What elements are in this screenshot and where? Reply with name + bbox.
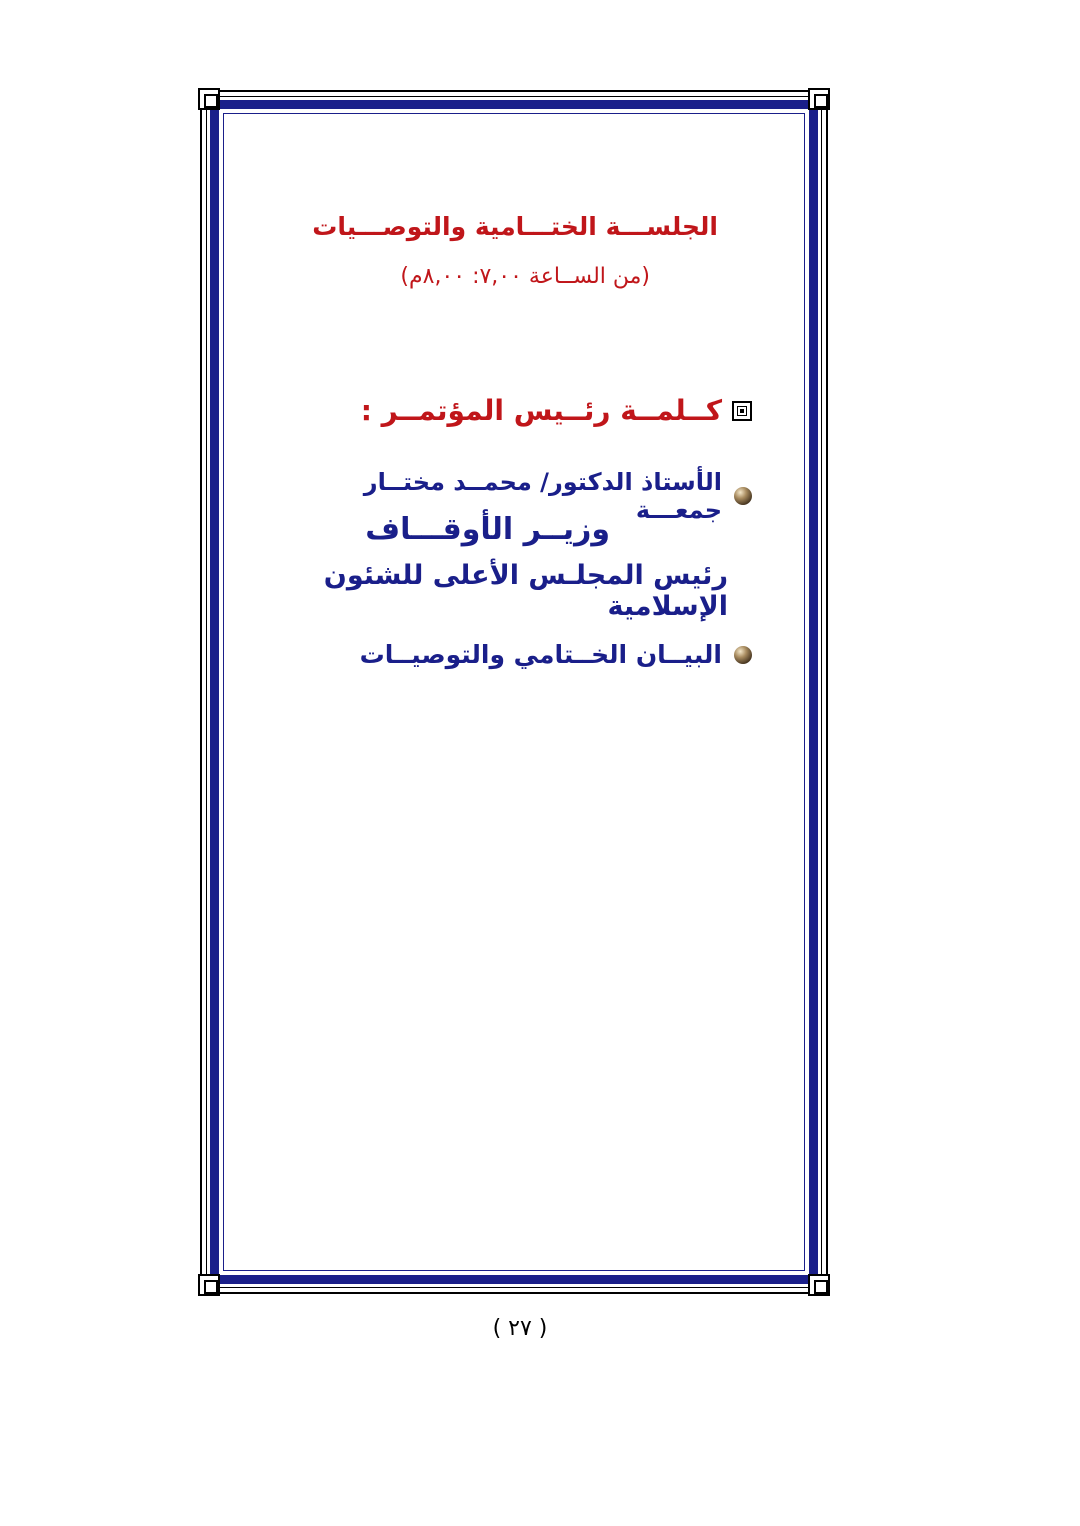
bullet-ball-icon	[734, 487, 752, 505]
bullet-ball-icon	[734, 646, 752, 664]
session-title: الجلســـة الختـــامية والتوصـــيات	[312, 212, 718, 241]
speaker-role-council: رئيس المجلـس الأعلى للشئون الإسلامية	[323, 560, 728, 622]
speech-heading: كــلمــة رئــيس المؤتمــر :	[360, 394, 722, 427]
corner-ornament-bottom-left	[198, 1274, 220, 1296]
page-number: ( ٢٧ )	[492, 1316, 548, 1341]
speech-heading-row	[292, 394, 752, 427]
session-time: (من الســاعة ۷,۰۰: ۸,۰۰م)	[400, 264, 650, 289]
corner-ornament-top-left	[198, 88, 220, 110]
corner-ornament-bottom-right	[808, 1274, 830, 1296]
closing-statement-label: البيــان الخــتامي والتوصيــات	[359, 640, 722, 669]
square-spiral-icon	[732, 401, 752, 421]
speaker-role-minister: وزيــر الأوقـــاف	[365, 512, 610, 547]
corner-ornament-top-right	[808, 88, 830, 110]
closing-statement-item	[332, 640, 752, 669]
speaker-name: الأستاذ الدكتور/ محمــد مختــار جمعـــة	[363, 468, 722, 524]
